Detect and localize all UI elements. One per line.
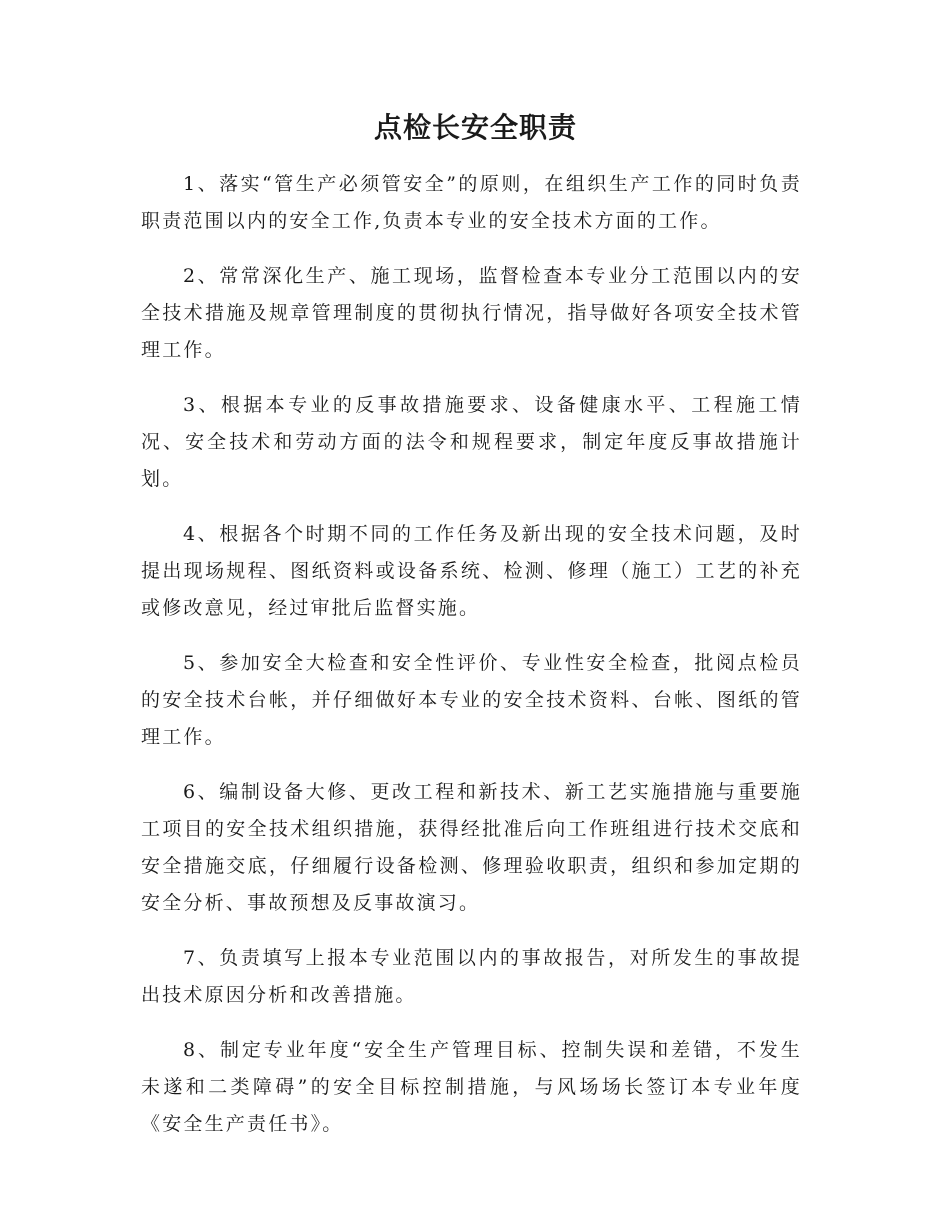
duty-paragraph-4: 4、根据各个时期不同的工作任务及新出现的安全技术问题，及时提出现场规程、图纸资料或设备系统、检测、修理（施工）工艺的补充或修改意见，经过审批后监督实施。 xyxy=(141,523,802,619)
duty-paragraph-5: 5、参加安全大检查和安全性评价、专业性安全检查，批阅点检员的安全技术台帐，并仔细做好本专业的安全技术资料、台帐、图纸的管理工作。 xyxy=(141,652,802,748)
duty-paragraph-7: 7、负责填写上报本专业范围以内的事故报告，对所发生的事故提出技术原因分析和改善措施。 xyxy=(141,947,802,1006)
duty-paragraph-1: 1、落实“管生产必须管安全”的原则，在组织生产工作的同时负责职责范围以内的安全工作,负责本专业的安全技术方面的工作。 xyxy=(141,173,802,232)
document-title: 点检长安全职责 xyxy=(373,111,577,144)
duty-paragraph-2: 2、常常深化生产、施工现场，监督检查本专业分工范围以内的安全技术措施及规章管理制度的贯彻执行情况，指导做好各项安全技术管理工作。 xyxy=(141,265,802,361)
duty-paragraph-6: 6、编制设备大修、更改工程和新技术、新工艺实施措施与重要施工项目的安全技术组织措施，获得经批准后向工作班组进行技术交底和安全措施交底，仔细履行设备检测、修理验收职责，组织和参加定期的安全分析、事故预想及反事故演习。 xyxy=(141,781,802,914)
duty-paragraph-3: 3、根据本专业的反事故措施要求、设备健康水平、工程施工情况、安全技术和劳动方面的法令和规程要求，制定年度反事故措施计划。 xyxy=(141,394,802,490)
duty-paragraph-8: 8、制定专业年度“安全生产管理目标、控制失误和差错，不发生未遂和二类障碍”的安全目标控制措施，与风场场长签订本专业年度《安全生产责任书》。 xyxy=(141,1039,802,1135)
